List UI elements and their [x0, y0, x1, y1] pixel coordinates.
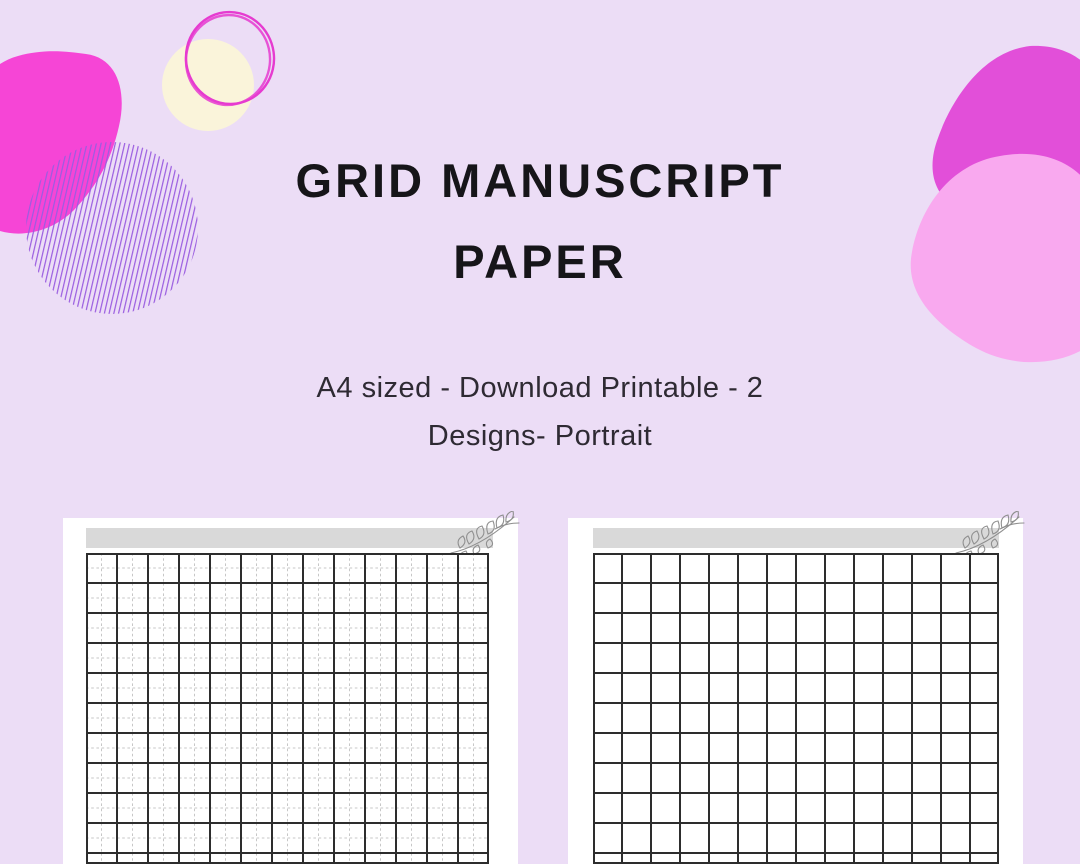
title-line-1: GRID MANUSCRIPT — [295, 154, 785, 207]
subtitle-line-1: A4 sized - Download Printable - 2 — [316, 372, 764, 404]
paper-header-band — [593, 528, 999, 548]
manuscript-grid-plain — [593, 553, 999, 864]
cream-circle-shape — [162, 39, 254, 131]
title-line-2: PAPER — [453, 235, 627, 288]
page-subtitle — [0, 364, 1080, 460]
pink-circle-outline-shape — [180, 6, 280, 109]
page-title — [0, 140, 1080, 302]
manuscript-grid-dashed — [86, 553, 489, 864]
subtitle-line-2: Designs- Portrait — [427, 420, 653, 452]
paper-preview-plain-grid — [568, 518, 1023, 864]
paper-header-band — [86, 528, 493, 548]
paper-preview-dashed-guide-grid — [63, 518, 518, 864]
